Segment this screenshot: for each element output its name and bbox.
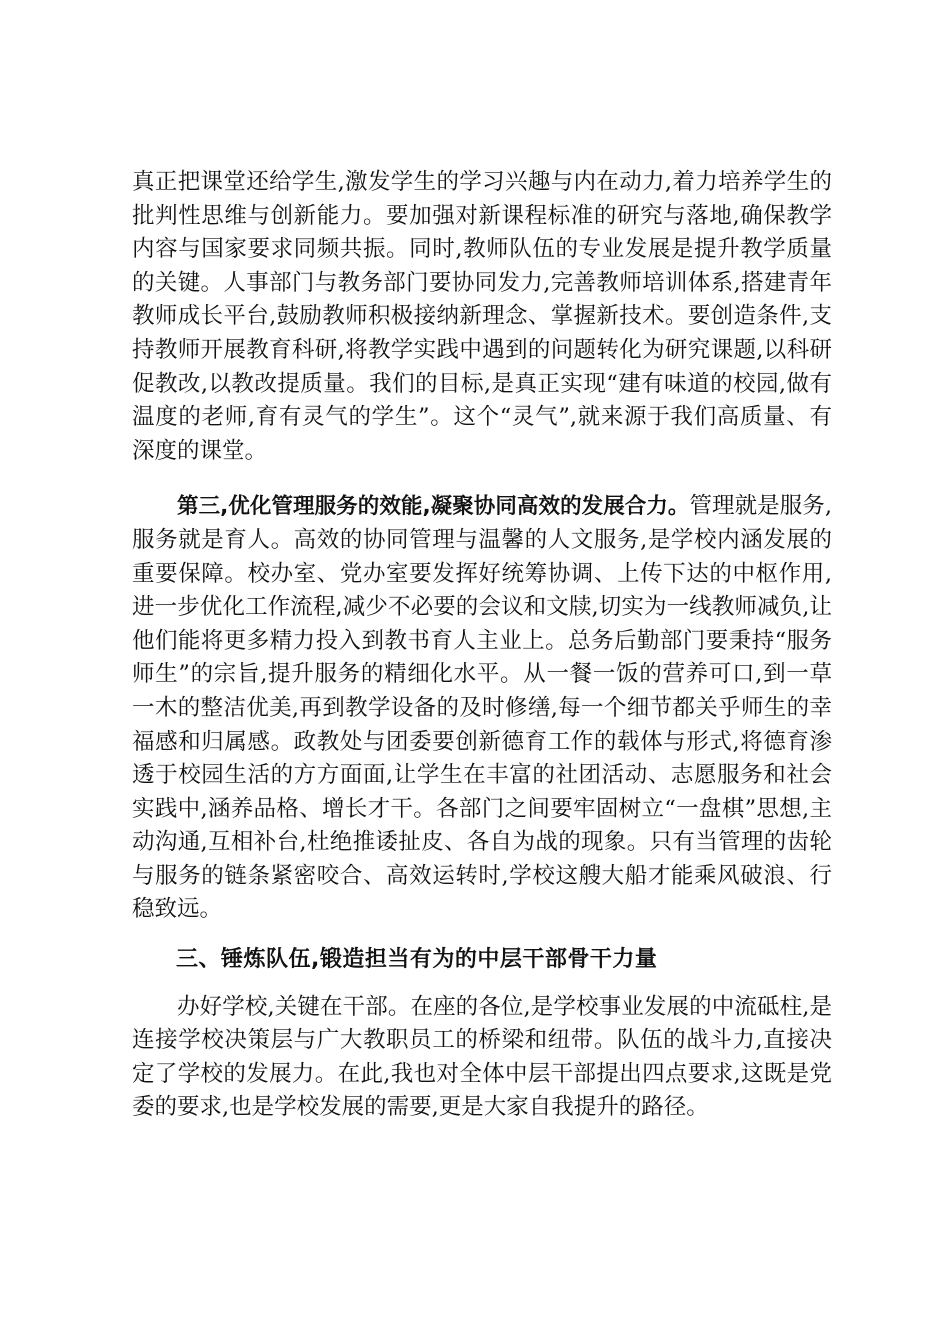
paragraph-management-service [132, 490, 832, 927]
paragraph-lead-heading: 第三,优化管理服务的效能,凝聚协同高效的发展合力。 [177, 494, 690, 520]
paragraph-cadre-requirements: 办好学校,关键在干部。在座的各位,是学校事业发展的中流砥柱,是连接学校决策层与广大教职员工的桥梁和纽带。队伍的战斗力,直接决定了学校的发展力。在此,我也对全体中层干部提出四点要求,这既是党委的要求,也是学校发展的需要,更是大家自我提升的路径。 [132, 993, 832, 1121]
section-heading-cadre-team: 三、锤炼队伍,锻造担当有为的中层干部骨干力量 [176, 947, 658, 973]
paragraph-classroom-teaching: 真正把课堂还给学生,激发学生的学习兴趣与内在动力,着力培养学生的批判性思维与创新能力。要加强对新课程标准的研究与落地,确保教学内容与国家要求同频共振。同时,教师队伍的专业发展是提升教学质量的关键。人事部门与教务部门要协同发力,完善教师培训体系,搭建青年教师成长平台,鼓励教师积极接纳新理念、掌握新技术。要创造条件,支持教师开展教育科研,将教学实践中遇到的问题转化为研究课题,以科研促教改,以教改提质量。我们的目标,是真正实现“建有味道的校园,做有温度的老师,育有灵气的学生”。这个“灵气”,就来源于我们高质量、有深度的课堂。 [132, 169, 832, 464]
document-body [132, 166, 832, 1125]
paragraph-management-body: 管理就是服务,服务就是育人。高效的协同管理与温馨的人文服务,是学校内涵发展的重要保障。校办室、党办室要发挥好统筹协调、上传下达的中枢作用,进一步优化工作流程,减少不必要的会议和文牍,切实为一线教师减负,让他们能将更多精力投入到教书育人主业上。总务后勤部门要秉持“服务师生”的宗旨,提升服务的精细化水平。从一餐一饭的营养可口,到一草一木的整洁优美,再到教学设备的及时修缮,每一个细节都关乎师生的幸福感和归属感。政教处与团委要创新德育工作的载体与形式,将德育渗透于校园生活的方方面面,让学生在丰富的社团活动、志愿服务和社会实践中,涵养品格、增长才干。各部门之间要牢固树立“一盘棋”思想,主动沟通,互相补台,杜绝推诿扯皮、各自为战的现象。只有当管理的齿轮与服务的链条紧密咬合、高效运转时,学校这艘大船才能乘风破浪、行稳致远。 [132, 493, 832, 923]
